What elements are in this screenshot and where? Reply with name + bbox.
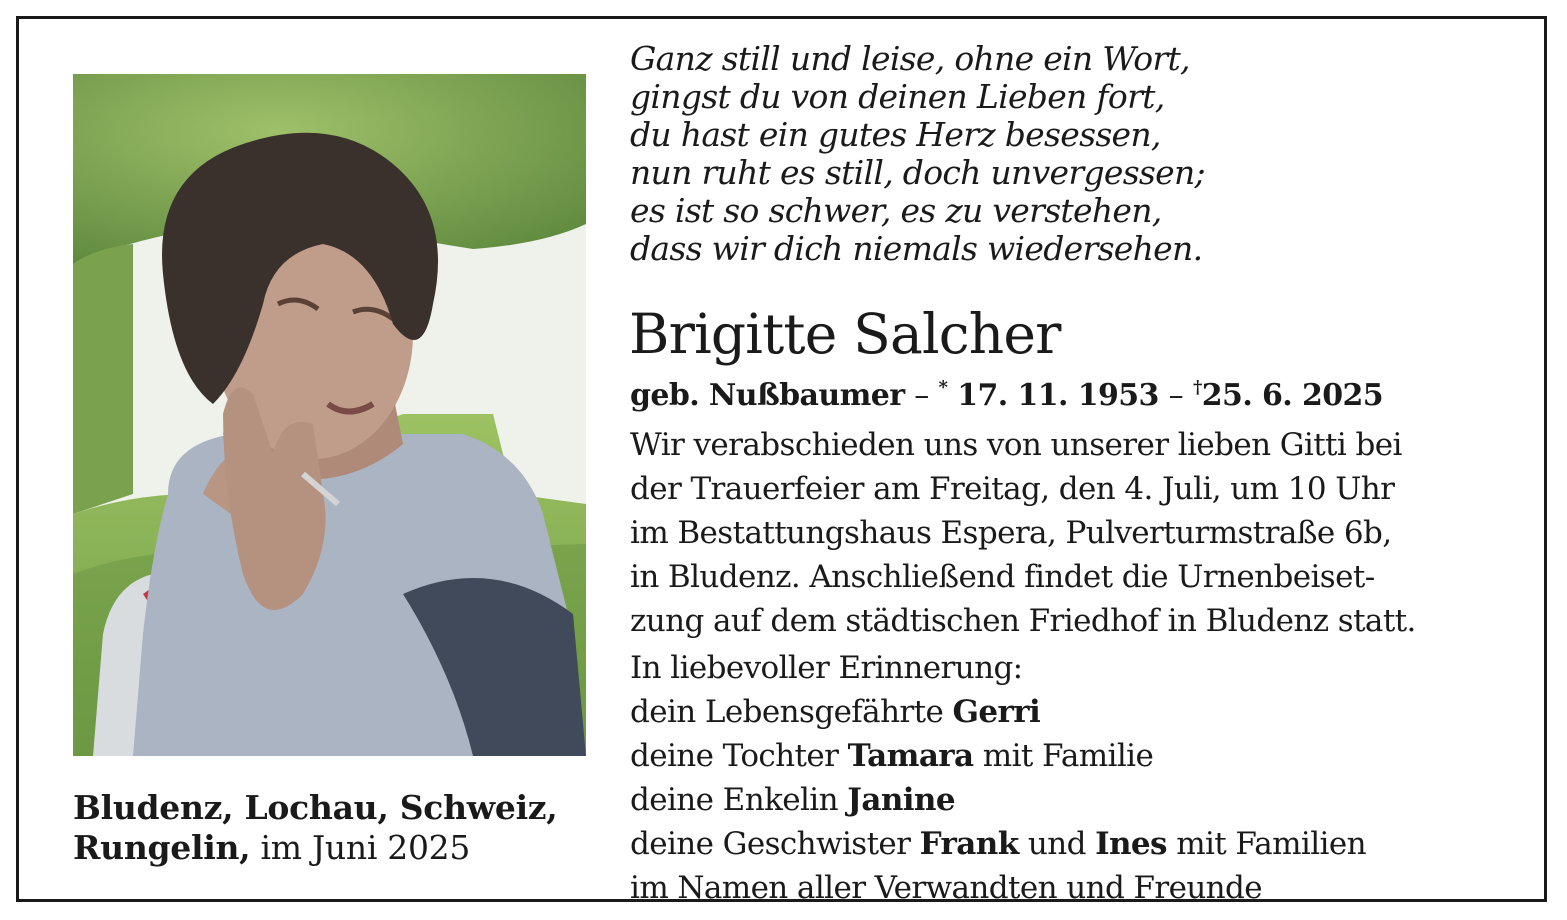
- portrait-photo: [73, 74, 586, 756]
- place-and-date: [73, 788, 593, 868]
- poem-line: es ist so schwer, es zu verstehen,: [630, 191, 1162, 230]
- deceased-name: Brigitte Salcher: [629, 302, 1061, 366]
- death-date: 25. 6. 2025: [1201, 378, 1384, 413]
- announcement-line: im Bestattungshaus Espera, Pulverturmstraße 6b,: [630, 515, 1392, 551]
- poem-line: Ganz still und leise, ohne ein Wort,: [630, 39, 1190, 78]
- announcement: [630, 423, 1510, 643]
- mourner-name: Gerri: [952, 694, 1041, 730]
- mourner-name: Janine: [847, 782, 955, 818]
- poem-line: nun ruht es still, doch unvergessen;: [630, 153, 1205, 192]
- relation-suffix: mit Familien: [1176, 826, 1366, 862]
- mourner-name: Ines: [1095, 826, 1167, 862]
- relation-label: deine Enkelin: [630, 782, 838, 818]
- place-names: Bludenz, Lochau, Schweiz,: [73, 788, 558, 827]
- mourner-daughter: [630, 734, 1510, 778]
- announcement-line: zung auf dem städtischen Friedhof in Bludenz statt.: [630, 603, 1416, 639]
- conjunction: und: [1027, 826, 1086, 862]
- birth-date: 17. 11. 1953: [957, 378, 1159, 413]
- separator-dash: –: [1168, 378, 1184, 413]
- memory-intro: In liebevoller Erinnerung:: [630, 650, 1023, 686]
- relation-label: deine Geschwister: [630, 826, 911, 862]
- announcement-line: in Bludenz. Anschließend findet die Urnenbeiset-: [630, 559, 1375, 595]
- birth-name: geb. Nußbaumer: [630, 378, 905, 413]
- mourner-partner: [630, 690, 1510, 734]
- poem: [630, 40, 1530, 268]
- relation-label: deine Tochter: [630, 738, 839, 774]
- announcement-line: der Trauerfeier am Freitag, den 4. Juli, um 10 Uhr: [630, 471, 1395, 507]
- place-name: Rungelin,: [73, 828, 251, 867]
- announcement-date: im Juni 2025: [260, 828, 471, 867]
- poem-line: dass wir dich niemals wiedersehen.: [630, 229, 1203, 268]
- announcement-line: Wir verabschieden uns von unserer lieben Gitti bei: [630, 427, 1402, 463]
- portrait-image: [73, 74, 586, 756]
- birth-symbol: *: [938, 377, 948, 398]
- mourner-name: Tamara: [847, 738, 974, 774]
- place-line-1: [73, 788, 593, 828]
- death-symbol: †: [1192, 377, 1202, 398]
- mourner-siblings: [630, 822, 1510, 866]
- place-line-2: [73, 828, 593, 868]
- poem-line: du hast ein gutes Herz besessen,: [630, 115, 1161, 154]
- separator-dash: –: [914, 378, 929, 413]
- relation-label: dein Lebensgefährte: [630, 694, 944, 730]
- memory-closing: im Namen aller Verwandten und Freunde: [630, 870, 1263, 906]
- life-dates: [630, 376, 1383, 416]
- mourners-list: [630, 646, 1510, 910]
- poem-line: gingst du von deinen Lieben fort,: [630, 77, 1165, 116]
- relation-suffix: mit Familie: [982, 738, 1154, 774]
- mourner-granddaughter: [630, 778, 1510, 822]
- mourner-name: Frank: [919, 826, 1019, 862]
